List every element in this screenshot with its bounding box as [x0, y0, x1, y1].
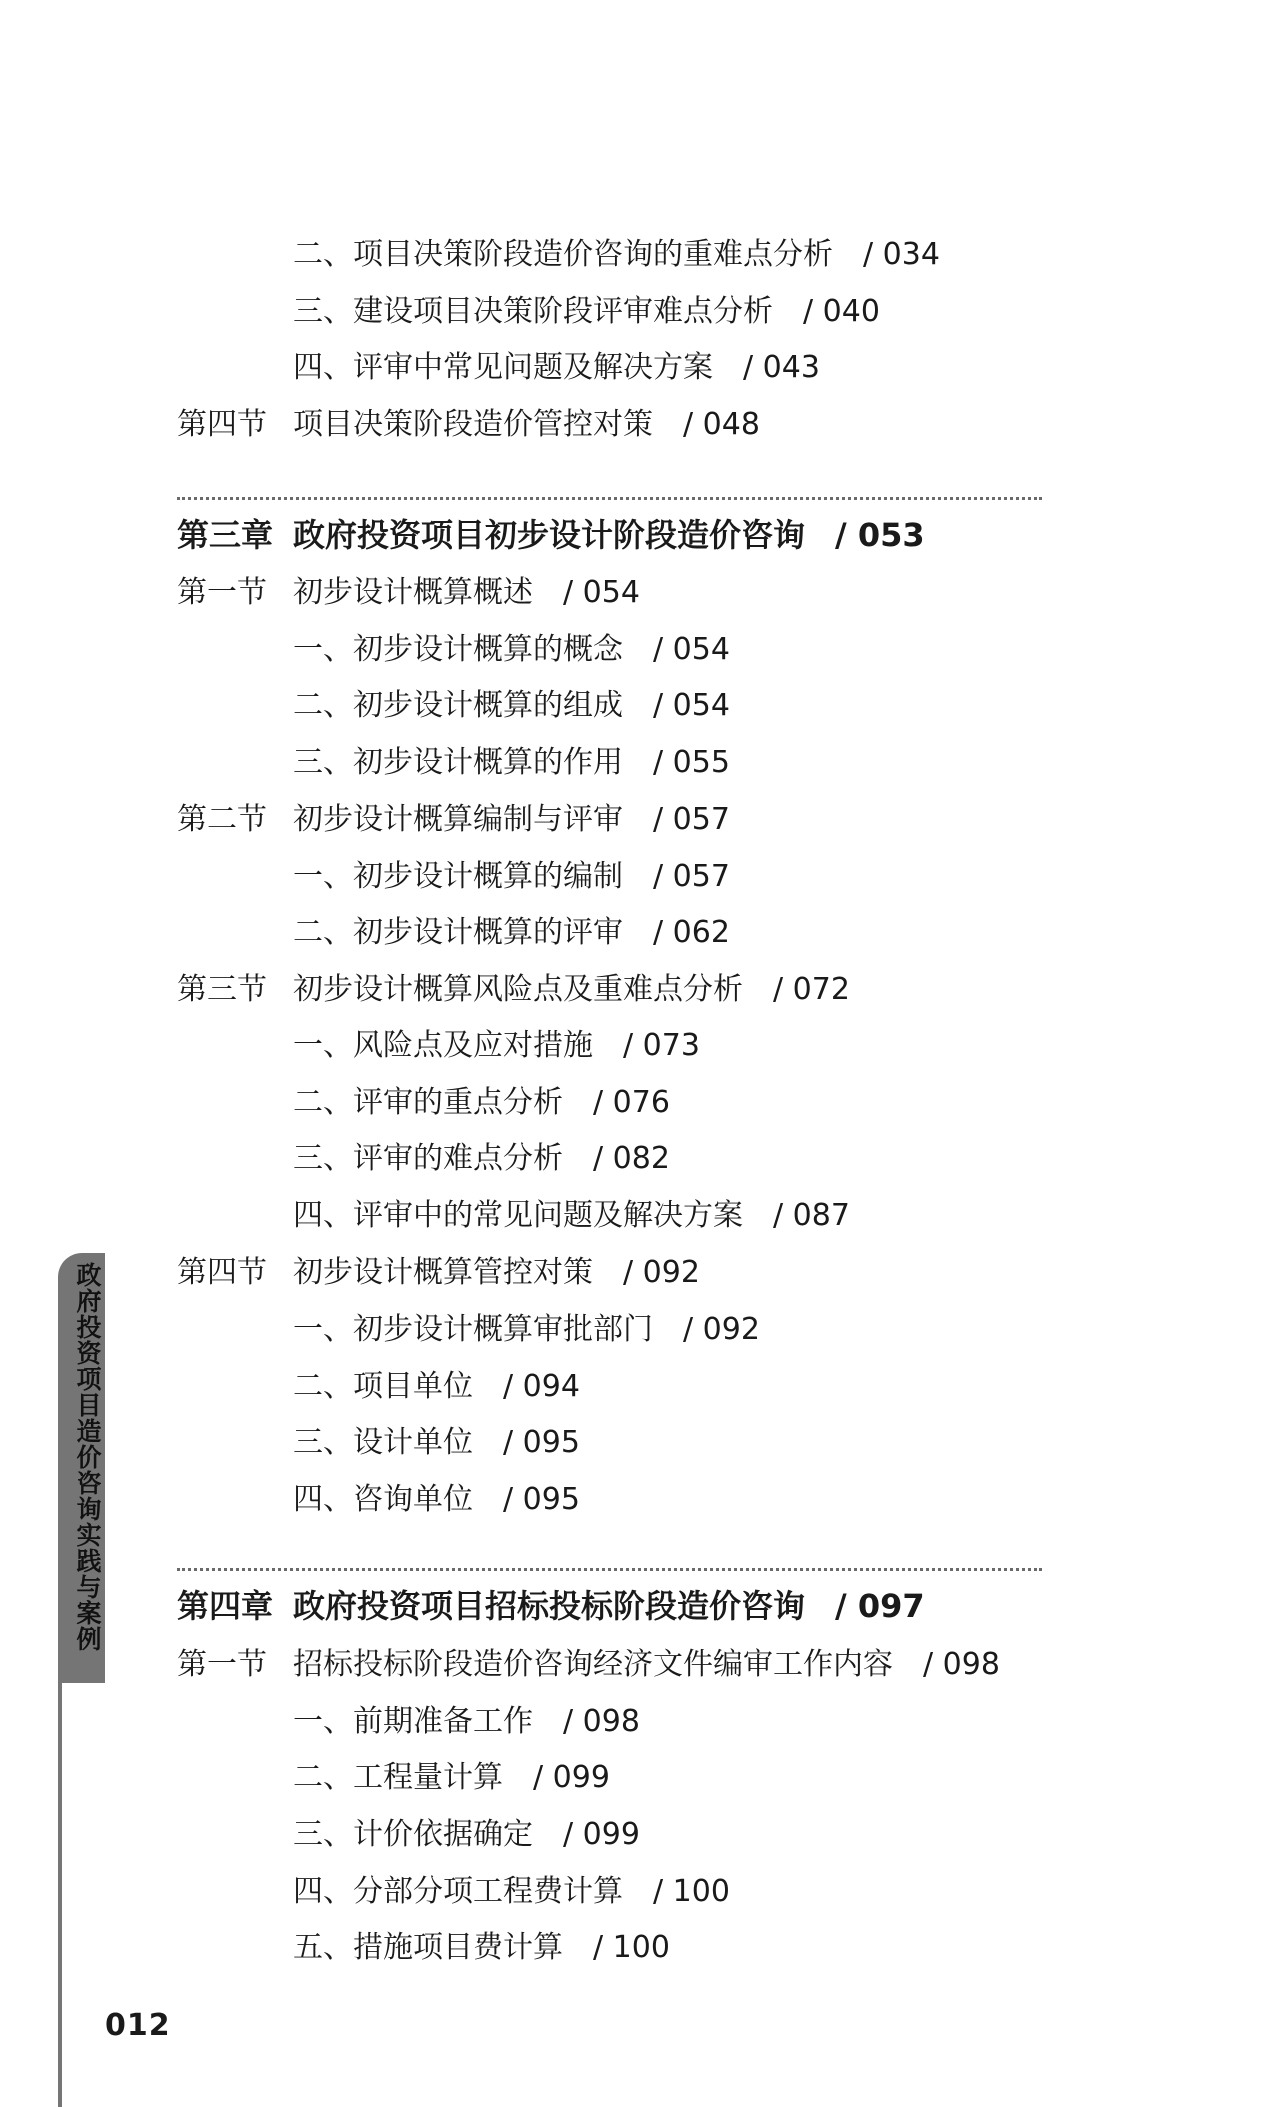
toc-page: / 092 — [623, 1255, 700, 1290]
toc-label: 第一节 — [177, 1647, 267, 1682]
sidebar-title: 政府投资项目造价咨询实践与案例 — [73, 1262, 102, 1652]
toc-title — [293, 1026, 700, 1066]
toc-title — [293, 743, 730, 783]
chapter-divider — [177, 497, 1042, 500]
toc-title-text: 二、项目单位 — [293, 1369, 473, 1404]
toc-page: / 098 — [563, 1704, 640, 1739]
toc-title-text: 三、建设项目决策阶段评审难点分析 — [293, 294, 773, 329]
toc-page: / 054 — [653, 688, 730, 723]
toc-title-text: 项目决策阶段造价管控对策 — [293, 407, 653, 442]
toc-page: / 100 — [593, 1930, 670, 1965]
toc-page: / 054 — [563, 575, 640, 610]
toc-title — [293, 1196, 850, 1236]
toc-title-text: 三、设计单位 — [293, 1425, 473, 1460]
toc-title — [293, 1423, 580, 1463]
toc-title — [293, 1645, 1000, 1685]
toc-title-text: 初步设计概算管控对策 — [293, 1255, 593, 1290]
toc-title — [293, 1253, 700, 1293]
toc-title — [293, 630, 730, 670]
toc-title — [293, 1928, 670, 1968]
toc-title-text: 招标投标阶段造价咨询经济文件编审工作内容 — [293, 1647, 893, 1682]
toc-title-text: 二、工程量计算 — [293, 1760, 503, 1795]
page-number: 012 — [105, 2008, 171, 2043]
toc-title-text: 一、前期准备工作 — [293, 1704, 533, 1739]
toc-title — [293, 913, 730, 953]
toc-title — [293, 857, 730, 897]
toc-page: / 054 — [653, 632, 730, 667]
toc-title-text: 一、风险点及应对措施 — [293, 1028, 593, 1063]
toc-page: / 100 — [653, 1874, 730, 1909]
toc-page: / 095 — [503, 1425, 580, 1460]
toc-page: / 072 — [773, 972, 850, 1007]
toc-title — [293, 800, 730, 840]
toc-label: 第三章 — [177, 516, 274, 554]
toc-page: / 094 — [503, 1369, 580, 1404]
toc-title-text: 四、评审中常见问题及解决方案 — [293, 350, 713, 385]
toc-label: 第三节 — [177, 972, 267, 1007]
toc-title-text: 初步设计概算风险点及重难点分析 — [293, 972, 743, 1007]
toc-page: / 062 — [653, 915, 730, 950]
toc-title — [293, 348, 820, 388]
toc-title-text: 二、初步设计概算的评审 — [293, 915, 623, 950]
toc-title-text: 三、初步设计概算的作用 — [293, 745, 623, 780]
toc-title-text: 初步设计概算编制与评审 — [293, 802, 623, 837]
toc-title-text: 四、评审中的常见问题及解决方案 — [293, 1198, 743, 1233]
toc-title — [293, 1083, 670, 1123]
toc-page: / 098 — [923, 1647, 1000, 1682]
toc-title — [293, 1310, 760, 1350]
toc-page: / 043 — [743, 350, 820, 385]
toc-title — [293, 235, 940, 275]
toc-label: 第二节 — [177, 802, 267, 837]
toc-page: / 048 — [683, 407, 760, 442]
toc-title-text: 一、初步设计概算的编制 — [293, 859, 623, 894]
toc-page: / 082 — [593, 1141, 670, 1176]
toc-title-text: 一、初步设计概算审批部门 — [293, 1312, 653, 1347]
toc-title-text: 二、初步设计概算的组成 — [293, 688, 623, 723]
toc-title-text: 三、计价依据确定 — [293, 1817, 533, 1852]
toc-page: / 076 — [593, 1085, 670, 1120]
toc-title-text: 二、评审的重点分析 — [293, 1085, 563, 1120]
toc-title — [293, 1815, 640, 1855]
toc-title — [293, 515, 925, 555]
toc-title-text: 一、初步设计概算的概念 — [293, 632, 623, 667]
toc-page: / 073 — [623, 1028, 700, 1063]
toc-page: / 034 — [863, 237, 940, 272]
toc-page: / 099 — [533, 1760, 610, 1795]
toc-page: / 097 — [835, 1587, 925, 1625]
toc-title-text: 四、分部分项工程费计算 — [293, 1874, 623, 1909]
toc-page: / 040 — [803, 294, 880, 329]
toc-title-text: 四、咨询单位 — [293, 1482, 473, 1517]
toc-title — [293, 1702, 640, 1742]
toc-title — [293, 1872, 730, 1912]
toc-title-text: 五、措施项目费计算 — [293, 1930, 563, 1965]
toc-title-text: 三、评审的难点分析 — [293, 1141, 563, 1176]
toc-page: / 087 — [773, 1198, 850, 1233]
toc-title-text: 二、项目决策阶段造价咨询的重难点分析 — [293, 237, 833, 272]
toc-page: / 057 — [653, 859, 730, 894]
toc-page: / 092 — [683, 1312, 760, 1347]
chapter-divider — [177, 1568, 1042, 1571]
toc-title — [293, 1758, 610, 1798]
toc-title — [293, 1586, 925, 1626]
toc-title — [293, 1139, 670, 1179]
toc-page: / 053 — [835, 516, 925, 554]
toc-label: 第一节 — [177, 575, 267, 610]
toc-label: 第四节 — [177, 407, 267, 442]
toc-title — [293, 405, 760, 445]
toc-title-text: 政府投资项目初步设计阶段造价咨询 — [293, 516, 806, 554]
toc-title-text: 初步设计概算概述 — [293, 575, 533, 610]
toc-label: 第四节 — [177, 1255, 267, 1290]
toc-title — [293, 686, 730, 726]
toc-title — [293, 1480, 580, 1520]
toc-page: / 099 — [563, 1817, 640, 1852]
toc-title — [293, 292, 880, 332]
toc-label: 第四章 — [177, 1587, 274, 1625]
toc-page: / 055 — [653, 745, 730, 780]
toc-title-text: 政府投资项目招标投标阶段造价咨询 — [293, 1587, 806, 1625]
toc-title — [293, 1367, 580, 1407]
toc-page: / 095 — [503, 1482, 580, 1517]
toc-title — [293, 970, 850, 1010]
toc-page: / 057 — [653, 802, 730, 837]
toc-title — [293, 573, 640, 613]
